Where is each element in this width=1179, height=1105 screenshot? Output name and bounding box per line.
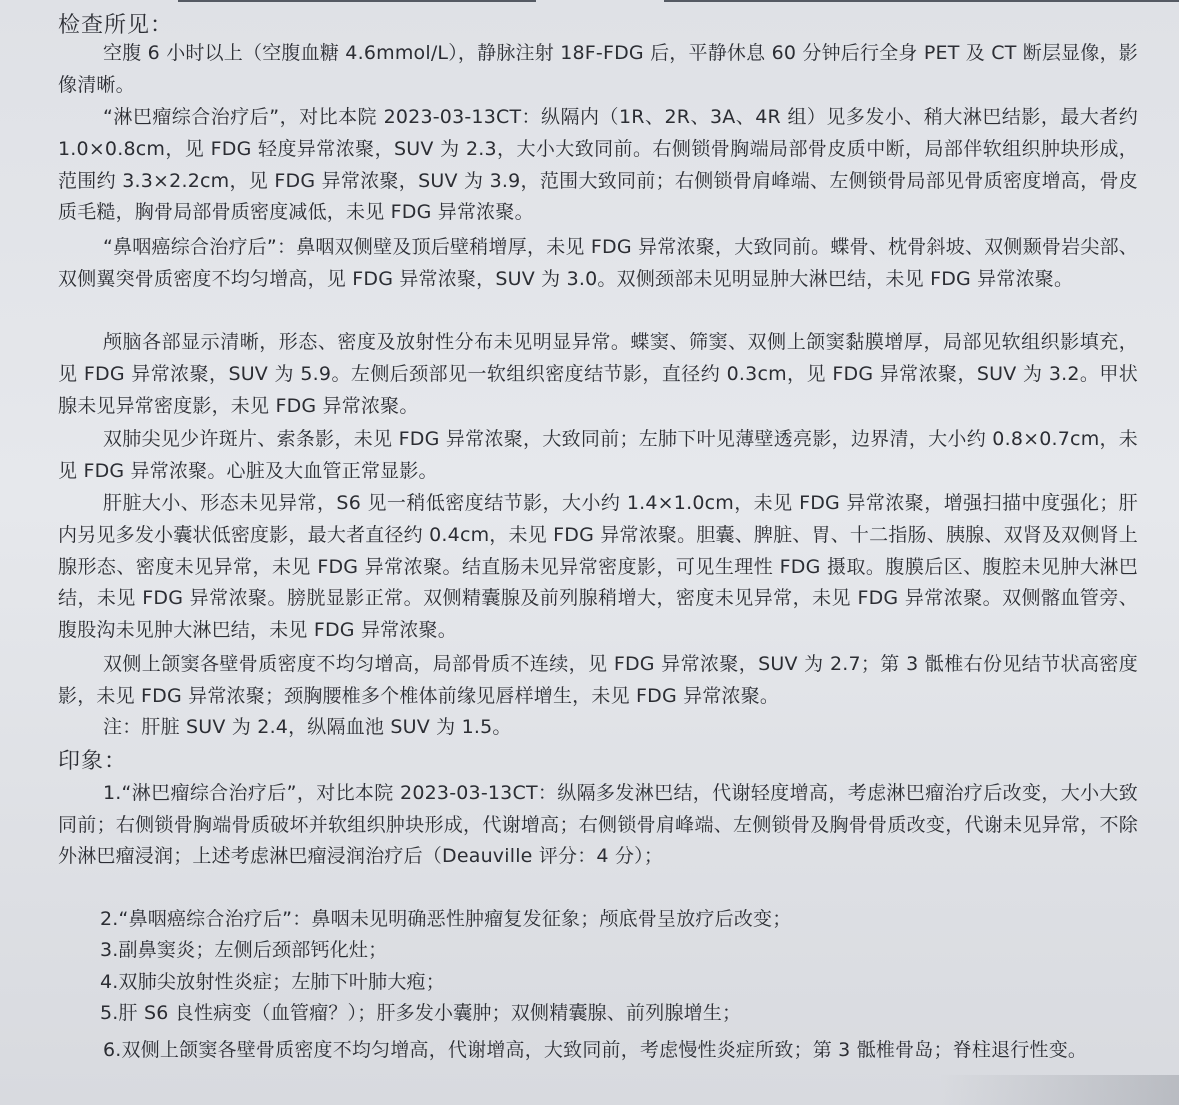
header-rule-left xyxy=(178,0,536,2)
impression-item: 6.双侧上颌窦各壁骨质密度不均匀增高，代谢增高，大致同前，考虑慢性炎症所致；第 3 骶椎骨岛；脊柱退行性变。 xyxy=(103,1039,1088,1061)
findings-paragraph: 双侧上颌窦各壁骨质密度不均匀增高，局部骨质不连续，见 FDG 异常浓聚，SUV 为 2.7；第 3 骶椎右份见结节状高密度影，未见 FDG 异常浓聚；颈胸腰椎多个椎体前缘见唇样增生，未见 FDG 异常浓聚。 xyxy=(58,653,1138,707)
findings-paragraph: 双肺尖见少许斑片、索条影，未见 FDG 异常浓聚，大致同前；左肺下叶见薄壁透亮影，边界清，大小约 0.8×0.7cm，未见 FDG 异常浓聚。心脏及大血管正常显影。 xyxy=(58,428,1138,482)
impression-item: 4.双肺尖放射性炎症；左肺下叶肺大疱； xyxy=(100,971,445,993)
impression-item: 1.“淋巴瘤综合治疗后”，对比本院 2023-03-13CT：纵隔多发淋巴结，代谢轻度增高，考虑淋巴瘤治疗后改变，大小大致同前；右侧锁骨胸端骨质破坏并软组织肿块形成，代谢增高；右侧锁骨肩峰端、左侧锁骨及胸骨骨质改变，代谢未见异常，不除外淋巴瘤浸润；上述考虑淋巴瘤浸润治疗后（Deauville 评分：4 分）； xyxy=(58,782,1138,867)
impression-item: 5.肝 S6 良性病变（血管瘤？）；肝多发小囊肿；双侧精囊腺、前列腺增生； xyxy=(100,1002,742,1024)
findings-paragraph: “淋巴瘤综合治疗后”，对比本院 2023-03-13CT：纵隔内（1R、2R、3A、4R 组）见多发小、稍大淋巴结影，最大者约 1.0×0.8cm，见 FDG 轻度异常浓聚，SUV 为 2.3，大小大致同前。右侧锁骨胸端局部骨皮质中断，局部伴软组织肿块形成，范围约 3.3×2.2cm，见 FDG 异常浓聚，SUV 为 3.9，范围大致同前；右侧锁骨肩峰端、左侧锁骨局部见骨质密度增高，骨皮质毛糙，胸骨局部骨质密度减低，未见 FDG 异常浓聚。 xyxy=(58,106,1138,224)
findings-heading: 检查所见： xyxy=(58,13,174,38)
findings-paragraph: “鼻咽癌综合治疗后”：鼻咽双侧壁及顶后壁稍增厚，未见 FDG 异常浓聚，大致同前。蝶骨、枕骨斜坡、双侧颞骨岩尖部、双侧翼突骨质密度不均匀增高，见 FDG 异常浓聚，SUV 为 3.0。双侧颈部未见明显肿大淋巴结，未见 FDG 异常浓聚。 xyxy=(58,236,1138,290)
findings-paragraph: 肝脏大小、形态未见异常，S6 见一稍低密度结节影，大小约 1.4×1.0cm，未见 FDG 异常浓聚，增强扫描中度强化；肝内另见多发小囊状低密度影，最大者直径约 0.4cm，未见 FDG 异常浓聚。胆囊、脾脏、胃、十二指肠、胰腺、双肾及双侧肾上腺形态、密度未见异常，未见 FDG 异常浓聚。结直肠未见异常密度影，可见生理性 FDG 摄取。腹膜后区、腹腔未见肿大淋巴结，未见 FDG 异常浓聚。膀胱显影正常。双侧精囊腺及前列腺稍增大，密度未见异常，未见 FDG 异常浓聚。双侧髂血管旁、腹股沟未见肿大淋巴结，未见 FDG 异常浓聚。 xyxy=(58,492,1138,642)
findings-paragraph: 颅脑各部显示清晰，形态、密度及放射性分布未见明显异常。蝶窦、筛窦、双侧上颌窦黏膜增厚，局部见软组织影填充，见 FDG 异常浓聚，SUV 为 5.9。左侧后颈部见一软组织密度结节影，直径约 0.3cm，见 FDG 异常浓聚，SUV 为 3.2。甲状腺未见异常密度影，未见 FDG 异常浓聚。 xyxy=(58,331,1138,417)
photo-shadow xyxy=(939,1075,1179,1105)
header-rule-right xyxy=(664,0,1179,2)
impression-heading: 印象： xyxy=(58,749,128,774)
impression-item: 2.“鼻咽癌综合治疗后”：鼻咽未见明确恶性肿瘤复发征象；颅底骨呈放疗后改变； xyxy=(100,908,792,930)
impression-item: 3.副鼻窦炎；左侧后颈部钙化灶； xyxy=(100,939,388,961)
findings-paragraph: 空腹 6 小时以上（空腹血糖 4.6mmol/L），静脉注射 18F-FDG 后，平静休息 60 分钟后行全身 PET 及 CT 断层显像，影像清晰。 xyxy=(58,42,1138,96)
findings-note: 注：肝脏 SUV 为 2.4，纵隔血池 SUV 为 1.5。 xyxy=(103,716,512,738)
